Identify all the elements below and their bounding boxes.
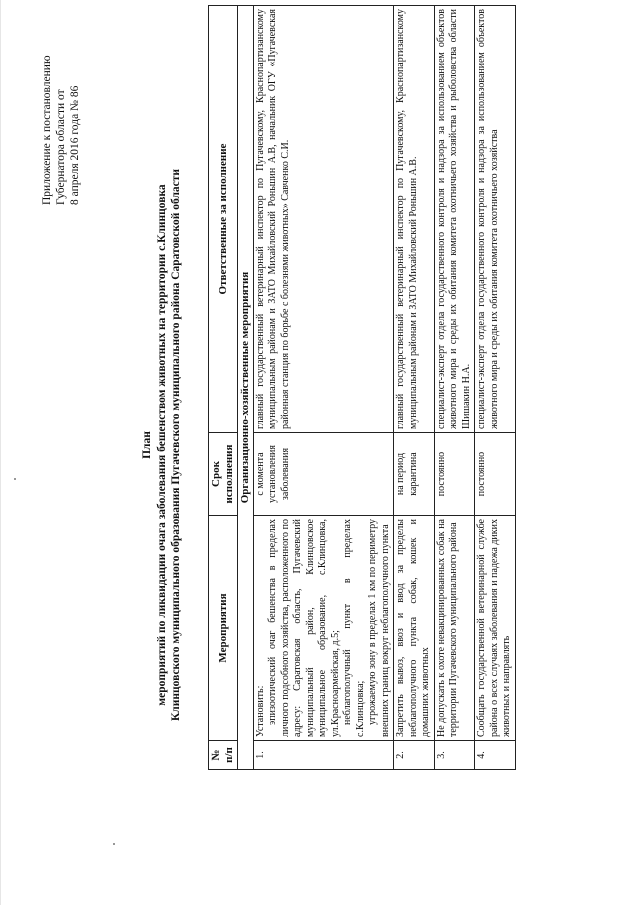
title-line-3: Клинцовского муниципального образования Пугачевского муниципального района Саратовской области	[170, 168, 182, 722]
approval-line-1: Приложение к постановлению	[41, 55, 53, 205]
measure-paragraph: эпизоотический очаг бешенства в пределах личного подсобного хозяйства, расположенного по адресу: Саратовская область, Пугачевский муниципальный район, Клинцовское муниципальное образование, с.Клинцовка, ул.Красноармейская, д.5;	[267, 519, 341, 737]
document-title	[140, 145, 184, 745]
table-header-row	[209, 6, 238, 770]
row-num: 3.	[434, 741, 475, 770]
row-responsible: главный государственный ветеринарный инспектор по Пугачевскому, Краснопартизанскому муниципальным районам и ЗАТО Михайловский Роньшин А.В, начальник ОГУ «Пугачевская районная станция по борьбе с болезнями животных» Савченко С.И.	[253, 6, 394, 433]
section-row	[238, 6, 254, 770]
approval-line-3: 8 апреля 2016 года № 86	[69, 85, 81, 205]
approval-block	[40, 0, 82, 205]
header-responsible: Ответственные за исполнение	[209, 6, 238, 433]
row-term: на период карантина	[394, 433, 435, 516]
table-row	[394, 6, 435, 770]
table-row	[475, 6, 516, 770]
row-responsible: главный государственный ветеринарный инспектор по Пугачевскому, Краснопартизанскому муниципальным районам и ЗАТО Михайловский Роньшин А.В.	[394, 6, 435, 433]
table-row	[253, 6, 394, 770]
approval-line-2: Губернатора области от	[55, 89, 67, 205]
header-term: Срок исполнения	[209, 433, 238, 516]
row-measure: Сообщать государственной ветеринарной службе района о всех случаях заболевания и падежа диких животных и направлять	[475, 516, 516, 741]
table-row	[434, 6, 475, 770]
row-responsible: специалист-эксперт отдела государственного контроля и надзора за использованием объектов животного мира и среды их обитания комитета охотничьего хозяйства	[475, 6, 516, 433]
row-term: постоянно	[434, 433, 475, 516]
row-term: постоянно	[475, 433, 516, 516]
title-line-2: мероприятий по ликвидации очага заболевания бешенством животных на территории с.Клинцовка	[155, 184, 168, 706]
header-measures: Мероприятия	[209, 516, 238, 741]
row-measure: Не допускать к охоте невакцинированных собак на территории Пугачевского муниципального района	[434, 516, 475, 741]
row-num: 2.	[394, 741, 435, 770]
row-num: 4.	[475, 741, 516, 770]
row-measure: Запретить вывоз, ввоз и ввод за пределы неблагополучного пункта собак, кошек и домашних животных	[394, 516, 435, 741]
row-measure	[253, 516, 394, 741]
measure-paragraph: неблагополучный пункт в пределах с.Клинцовка;	[342, 519, 366, 737]
row-responsible: специалист-эксперт отдела государственного контроля и надзора за использованием объектов животного мира и среды их обитания комитета охотничьего хозяйства и рыболовства области Шишакин Н.А.	[434, 6, 475, 433]
title-line-1: План	[141, 431, 153, 459]
row-term: с момента установления заболевания	[253, 433, 394, 516]
measure-paragraph: угрожаемую зону в пределах 1 км по периметру внешних границ вокруг неблагополучного пункта	[367, 519, 391, 737]
measures-table	[208, 5, 516, 770]
section-title: Организационно-хозяйственные мероприятия	[238, 6, 254, 770]
header-num: № п/п	[209, 741, 238, 770]
row-num: 1.	[253, 741, 394, 770]
measure-intro: Установить:	[254, 685, 266, 737]
